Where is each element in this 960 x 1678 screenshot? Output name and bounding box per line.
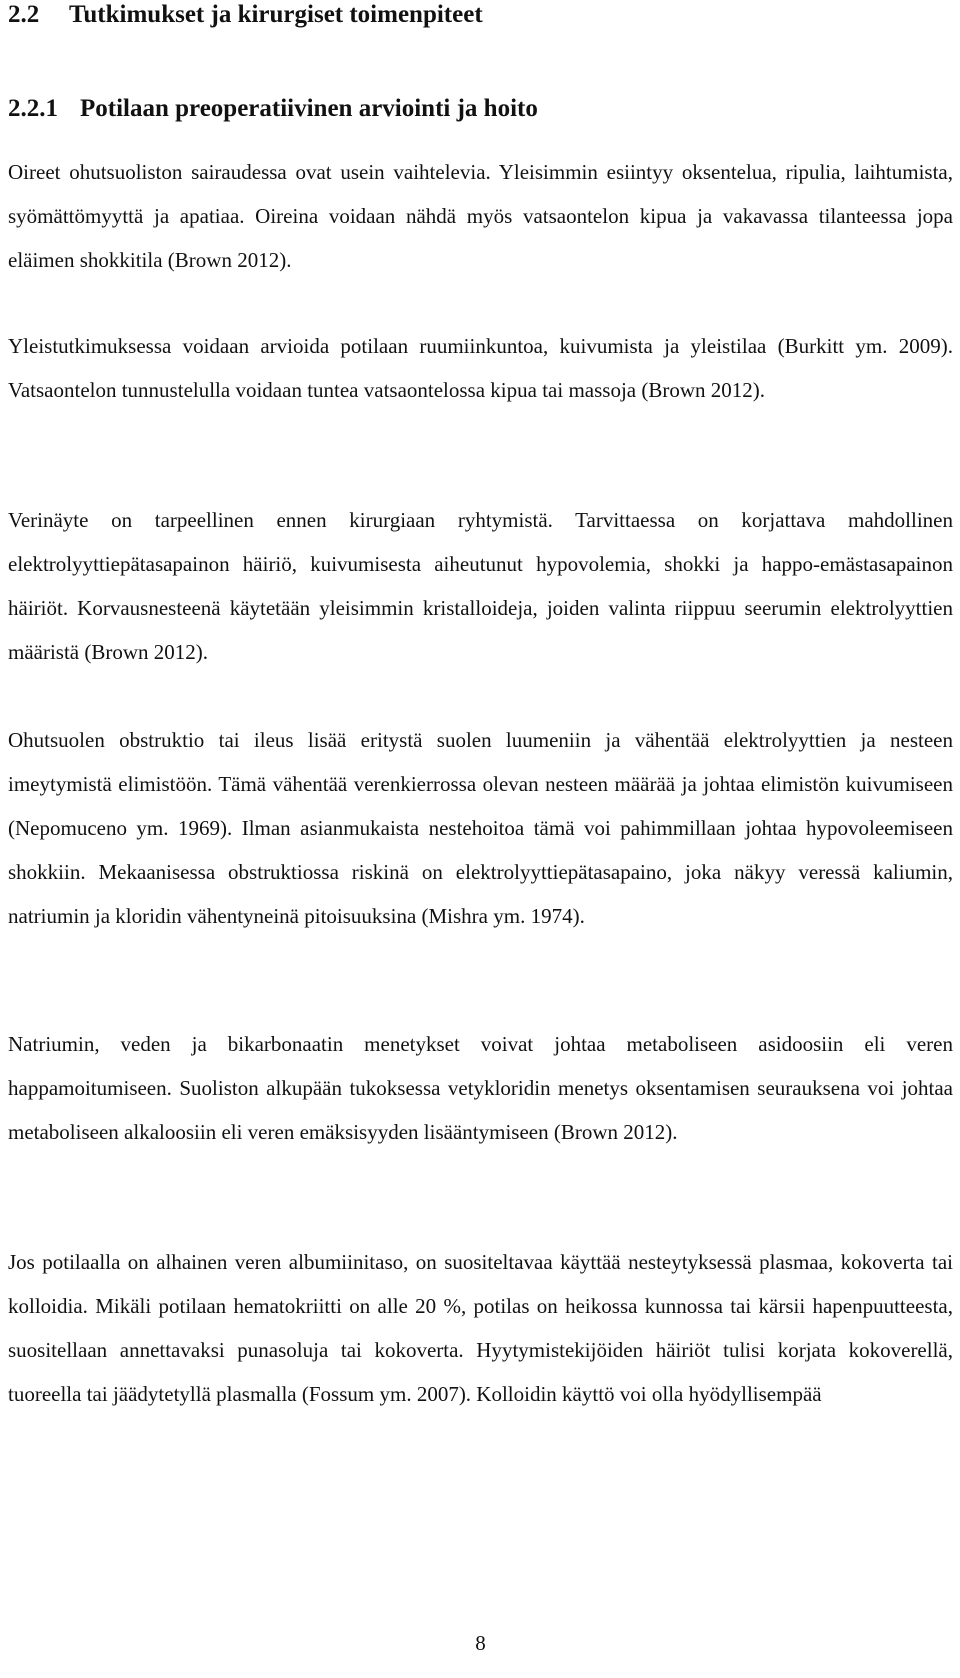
section-title: Tutkimukset ja kirurgiset toimenpiteet <box>69 1 483 28</box>
subsection-number: 2.2.1 <box>8 95 58 122</box>
paragraph-obstruction: Ohutsuolen obstruktio tai ileus lisää eritystä suolen luumeniin ja vähentää elektrolyyttien ja nesteen imeytymistä elimistöön. Tämä vähentää verenkierrossa olevan nesteen määrää ja johtaa elimistön kuivumiseen (Nepomuceno ym. 1969). Ilman asianmukaista nestehoitoa tämä voi pahimmillaan johtaa hypovoleemiseen shokkiin. Mekaanisessa obstruktiossa riskinä on elektrolyyttiepätasapaino, joka näkyy veressä kaliumin, natriumin ja kloridin vähentyneinä pitoisuuksina (Mishra ym. 1974). <box>8 728 953 928</box>
document-page <box>8 0 953 1678</box>
paragraph-examination: Yleistutkimuksessa voidaan arvioida potilaan ruumiinkuntoa, kuivumista ja yleistilaa (Burkitt ym. 2009). Vatsaontelon tunnustelulla voidaan tuntea vatsaontelossa kipua tai massoja (Brown 2012). <box>8 334 953 402</box>
paragraph-acid-base: Natriumin, veden ja bikarbonaatin menetykset voivat johtaa metaboliseen asidoosiin eli veren happamoitumiseen. Suoliston alkupään tukoksessa vetykloridin menetys oksentamisen seurauksena voi johtaa metaboliseen alkaloosiin eli veren emäksisyyden lisääntymiseen (Brown 2012). <box>8 1032 953 1144</box>
paragraph-fluid-therapy: Jos potilaalla on alhainen veren albumiinitaso, on suositeltavaa käyttää nesteytyksessä plasmaa, kokoverta tai kolloidia. Mikäli potilaan hematokriitti on alle 20 %, potilas on heikossa kunnossa tai kärsii hapenpuutteesta, suositellaan annettavaksi punasoluja tai kokoverta. Hyytymistekijöiden häiriöt tulisi korjata kokoverellä, tuoreella tai jäädytetyllä plasmalla (Fossum ym. 2007). Kolloidin käyttö voi olla hyödyllisempää <box>8 1250 953 1406</box>
section-number: 2.2 <box>8 1 40 28</box>
subsection-heading <box>8 94 538 124</box>
paragraph-symptoms: Oireet ohutsuoliston sairaudessa ovat usein vaihtelevia. Yleisimmin esiintyy oksentelua, ripulia, laihtumista, syömättömyyttä ja apatiaa. Oireina voidaan nähdä myös vatsaontelon kipua ja vakavassa tilanteessa jopa eläimen shokkitila (Brown 2012). <box>8 160 953 272</box>
section-heading <box>8 0 483 30</box>
subsection-title: Potilaan preoperatiivinen arviointi ja hoito <box>80 95 538 122</box>
page-number: 8 <box>475 1631 486 1655</box>
paragraph-blood-sample: Verinäyte on tarpeellinen ennen kirurgiaan ryhtymistä. Tarvittaessa on korjattava mahdollinen elektrolyyttiepätasapainon häiriö, kuivumisesta aiheutunut hypovolemia, shokki ja happo-emästasapainon häiriöt. Korvausnesteenä käytetään yleisimmin kristalloideja, joiden valinta riippuu seerumin elektrolyyttien määristä (Brown 2012). <box>8 508 953 664</box>
